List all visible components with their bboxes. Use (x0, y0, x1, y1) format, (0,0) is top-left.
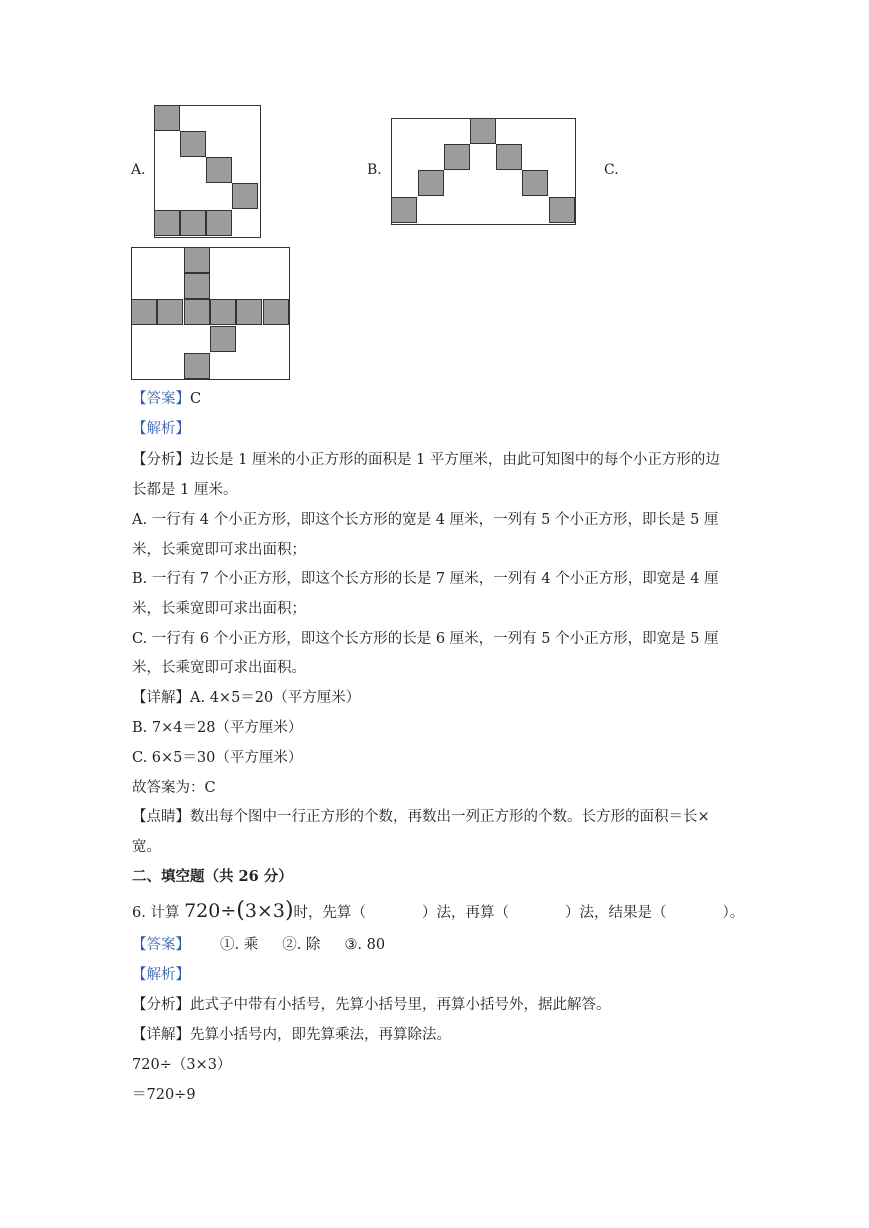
comment-text: 宽。 (132, 839, 161, 855)
q6-expression (184, 900, 293, 922)
q6-paren: ) (284, 898, 294, 923)
figure-c-square (210, 326, 236, 352)
detail-text: 故答案为：C (132, 780, 216, 796)
figure-c-square (184, 299, 210, 325)
option-c-label: C. (604, 162, 619, 178)
figure-b-square (418, 170, 444, 196)
figure-a-square (232, 183, 258, 209)
answer-line (132, 389, 201, 409)
q6-prefix: 6. 计算 (132, 905, 180, 921)
comment-text: 【点睛】数出每个图中一行正方形的个数，再数出一列正方形的个数。长方形的面积＝长× (132, 809, 710, 825)
section-title: 二、填空题（共 26 分） (132, 868, 293, 885)
figure-b-square (549, 197, 575, 223)
analysis-text: 长都是 1 厘米。 (132, 482, 238, 498)
detail-text: ＝720÷9 (132, 1087, 196, 1103)
figure-c (131, 247, 290, 380)
q6-text: ）法，结果是（ (565, 905, 667, 921)
analysis-text: 米，长乘宽即可求出面积； (132, 601, 306, 617)
figure-a-square (180, 210, 206, 236)
figure-c-square (184, 353, 210, 379)
figure-c-square (263, 299, 289, 325)
q6-expr-part: 720÷ (184, 900, 237, 922)
analysis-text: 米，长乘宽即可求出面积。 (132, 660, 306, 676)
figure-a-square (154, 105, 180, 131)
analysis-text: 米，长乘宽即可求出面积； (132, 542, 306, 558)
q6-text: ）。 (722, 905, 745, 921)
q6-text: ）法，再算（ (422, 905, 510, 921)
q6-paren: ( (236, 898, 245, 923)
detail-text: B. 7×4＝28（平方厘米） (132, 720, 303, 736)
detail-text: C. 6×5＝30（平方厘米） (132, 750, 303, 766)
answer-item: ①. 乘 (220, 937, 259, 953)
option-b-label: B. (367, 162, 382, 178)
analysis-text: 【分析】边长是 1 厘米的小正方形的面积是 1 平方厘米，由此可知图中的每个小正方形的边 (132, 452, 720, 468)
figure-a-square (154, 210, 180, 236)
question-6 (132, 898, 744, 924)
figure-b-square (496, 144, 522, 170)
figure-c-square (184, 273, 210, 299)
figure-a (154, 105, 261, 238)
answer-item: ③. 80 (344, 937, 386, 953)
figure-a-square (206, 157, 232, 183)
analysis-text: 【分析】此式子中带有小括号，先算小括号里，再算小括号外，据此解答。 (132, 997, 611, 1013)
analysis-text: C. 一行有 6 个小正方形，即这个长方形的长是 6 厘米，一列有 5 个小正方形，即宽是 5 厘 (132, 631, 719, 647)
figure-c-square (157, 299, 183, 325)
analysis-text: B. 一行有 7 个小正方形，即这个长方形的长是 7 厘米，一列有 4 个小正方形，即宽是 4 厘 (132, 571, 719, 587)
figure-a-square (206, 210, 232, 236)
analysis-label: 【解析】 (132, 967, 190, 983)
detail-text: 【详解】A. 4×5＝20（平方厘米） (132, 690, 361, 706)
figure-b-square (444, 144, 470, 170)
figure-b-square (391, 197, 417, 223)
answer-value: C (190, 391, 202, 407)
detail-text: 720÷（3×3） (132, 1057, 232, 1073)
figure-c-square (184, 247, 210, 273)
answer-line (132, 935, 385, 955)
figure-c-square (210, 299, 236, 325)
figure-b-square (470, 118, 496, 144)
figure-b-square (522, 170, 548, 196)
option-a-label: A. (131, 162, 146, 178)
figure-c-square (131, 299, 157, 325)
figure-b (391, 118, 576, 225)
detail-text: 【详解】先算小括号内，即先算乘法，再算除法。 (132, 1027, 451, 1043)
analysis-text: A. 一行有 4 个小正方形，即这个长方形的宽是 4 厘米，一列有 5 个小正方形，即长是 5 厘 (132, 512, 719, 528)
analysis-label: 【解析】 (132, 421, 190, 437)
q6-expr-part: 3×3 (244, 900, 285, 922)
figure-a-square (180, 131, 206, 157)
figure-c-square (236, 299, 262, 325)
answer-label: 【答案】 (132, 391, 190, 407)
q6-text: 时，先算（ (293, 905, 367, 921)
answer-item: ②. 除 (282, 937, 321, 953)
answer-label: 【答案】 (132, 937, 190, 953)
